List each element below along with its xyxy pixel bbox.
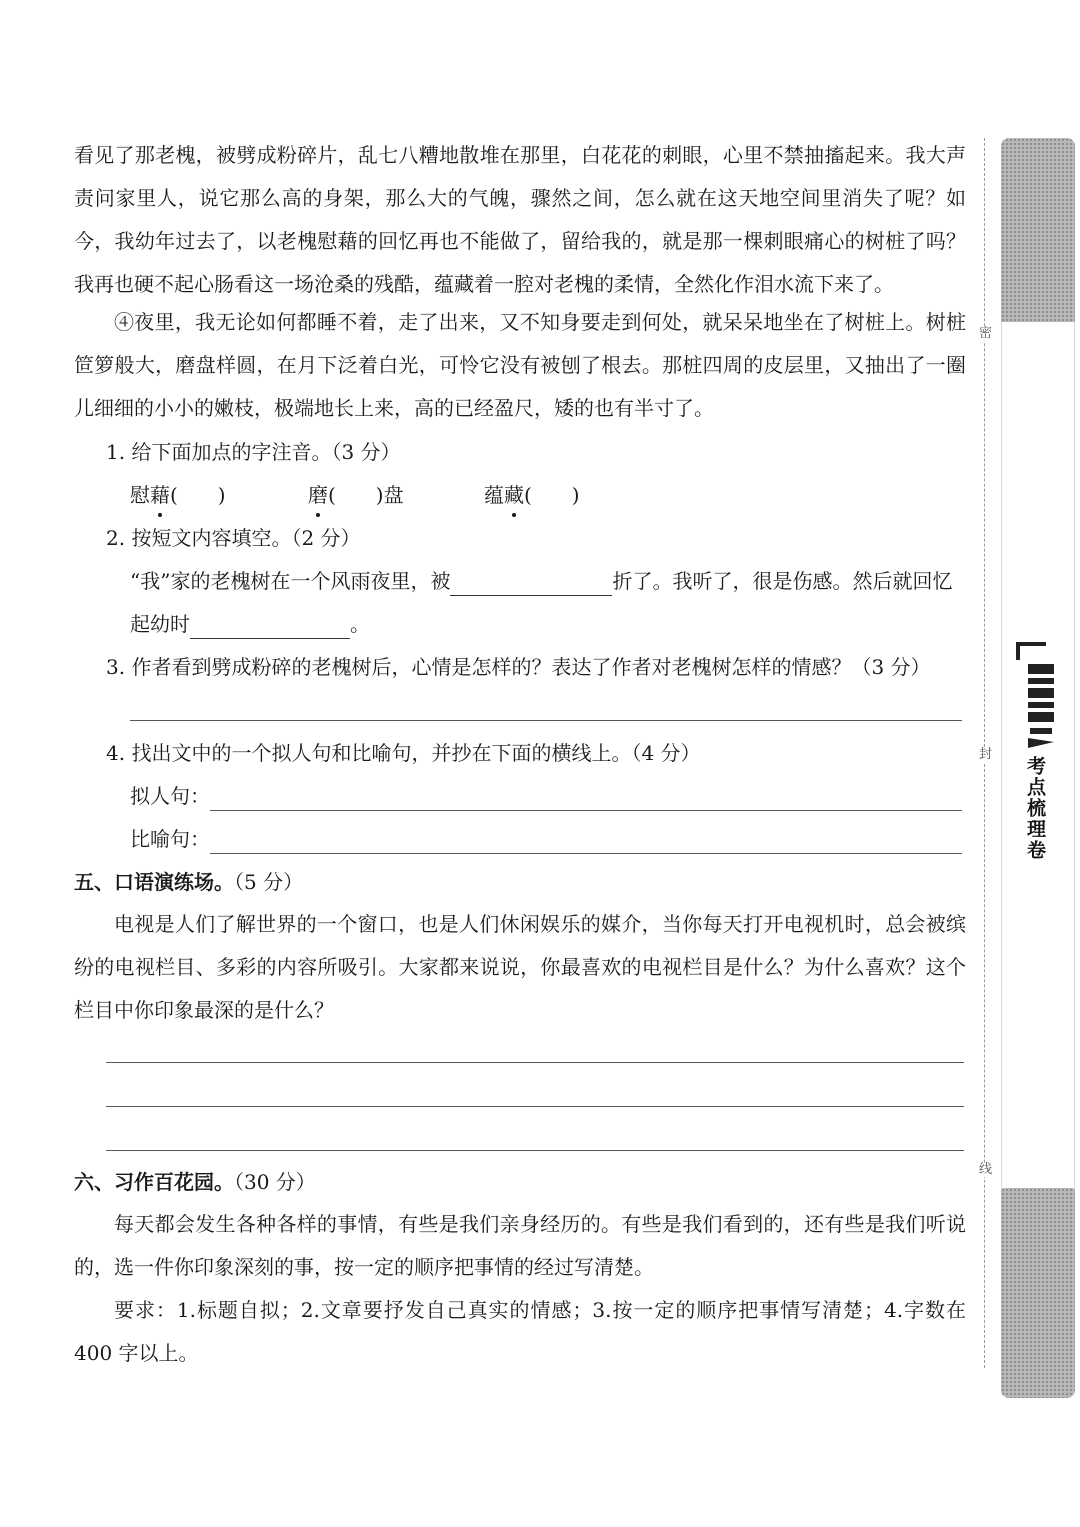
section-6-requirements: 要求：1.标题自拟；2.文章要抒发自己真实的情感；3.按一定的顺序把事情写清楚；4.字数在400 字以上。 — [74, 1298, 966, 1365]
side-tab-bottom — [1001, 1184, 1075, 1398]
answer-line-s5-3[interactable] — [106, 1150, 964, 1151]
dotted-char: 藉 — [150, 480, 170, 510]
section-6-score: （30 分） — [234, 1170, 316, 1194]
fill-blank-1[interactable] — [450, 571, 612, 596]
side-tab-title: 考点梳理卷 — [1024, 756, 1046, 861]
answer-row-personification — [130, 781, 962, 811]
pinyin-blank[interactable]: ( ) — [170, 483, 226, 507]
binding-mark-closure: 封 — [979, 747, 993, 762]
answer-line-metaphor[interactable] — [210, 831, 962, 854]
answer-label: 比喻句： — [130, 827, 210, 851]
question-4-title: 4. 找出文中的一个拟人句和比喻句，并抄在下面的横线上。（4 分） — [106, 741, 701, 765]
answer-line-s5-1[interactable] — [106, 1062, 964, 1063]
pinyin-char-plain: 慰 — [130, 483, 150, 507]
pinyin-item-3 — [484, 480, 580, 510]
question-2-title: 2. 按短文内容填空。（2 分） — [106, 526, 361, 550]
pinyin-blank[interactable]: ( )盘 — [328, 483, 404, 507]
section-5-title: 五、口语演练场。 — [74, 870, 234, 894]
dotted-char: 磨 — [308, 480, 328, 510]
fill-text: 起幼时 — [130, 612, 190, 636]
section-5-heading — [74, 867, 303, 897]
section-5-score: （5 分） — [234, 870, 304, 894]
binding-mark-seal: 密 — [979, 326, 993, 341]
answer-line-s5-2[interactable] — [106, 1106, 964, 1107]
pinyin-char-plain: 蕴 — [484, 483, 504, 507]
passage-paragraph-3: 看见了那老槐，被劈成粉碎片，乱七八糟地散堆在那里，白花花的刺眼，心里不禁抽搐起来。我大声责问家里人，说它那么高的身架，那么大的气魄，骤然之间，怎么就在这天地空间里消失了呢？如今，我幼年过去了，以老槐慰藉的回忆再也不能做了，留给我的，就是那一棵刺眼痛心的树桩了吗？我再也硬不起心肠看这一场沧桑的残酷，蕴藏着一腔对老槐的柔情，全然化作泪水流下来了。 — [74, 143, 966, 296]
fill-text: “我”家的老槐树在一个风雨夜里，被 — [130, 569, 451, 593]
pinyin-item-1 — [130, 480, 226, 510]
fill-blank-2[interactable] — [190, 614, 350, 639]
question-2-line-2 — [130, 609, 370, 639]
section-6-heading — [74, 1167, 316, 1197]
question-1-title: 1. 给下面加点的字注音。（3 分） — [106, 440, 401, 464]
answer-line-q3[interactable] — [130, 720, 962, 721]
answer-label: 拟人句： — [130, 784, 210, 808]
series-logo-icon — [1010, 638, 1062, 758]
pinyin-item-2 — [308, 480, 404, 510]
pinyin-blank[interactable]: ( ) — [524, 483, 580, 507]
section-6-title: 六、习作百花园。 — [74, 1170, 234, 1194]
fill-text: 。 — [350, 612, 370, 636]
dotted-char: 藏 — [504, 480, 524, 510]
passage-paragraph-4: ④夜里，我无论如何都睡不着，走了出来，又不知身要走到何处，就呆呆地坐在了树桩上。树桩笸箩般大，磨盘样圆，在月下泛着白光，可怜它没有被刨了根去。那桩四周的皮层里，又抽出了一圈儿细细的小小的嫩枝，极端地长上来，高的已经盈尺，矮的也有半寸了。 — [74, 310, 966, 420]
section-5-prompt: 电视是人们了解世界的一个窗口，也是人们休闲娱乐的媒介，当你每天打开电视机时，总会被缤纷的电视栏目、多彩的内容所吸引。大家都来说说，你最喜欢的电视栏目是什么？为什么喜欢？这个栏目中你印象最深的是什么？ — [74, 912, 966, 1022]
fill-text: 折了。我听了，很是伤感。然后就回忆 — [612, 569, 953, 593]
side-tab-top — [1001, 138, 1075, 328]
section-6-prompt: 每天都会发生各种各样的事情，有些是我们亲身经历的。有些是我们看到的，还有些是我们听说的，选一件你印象深刻的事，按一定的顺序把事情的经过写清楚。 — [74, 1212, 966, 1279]
question-2-line-1 — [130, 566, 952, 596]
question-3-title: 3. 作者看到劈成粉碎的老槐树后，心情是怎样的？表达了作者对老槐树怎样的情感？（3 分） — [106, 655, 931, 679]
binding-mark-line: 线 — [979, 1162, 993, 1177]
answer-line-personification[interactable] — [210, 788, 962, 811]
answer-row-metaphor — [130, 824, 962, 854]
